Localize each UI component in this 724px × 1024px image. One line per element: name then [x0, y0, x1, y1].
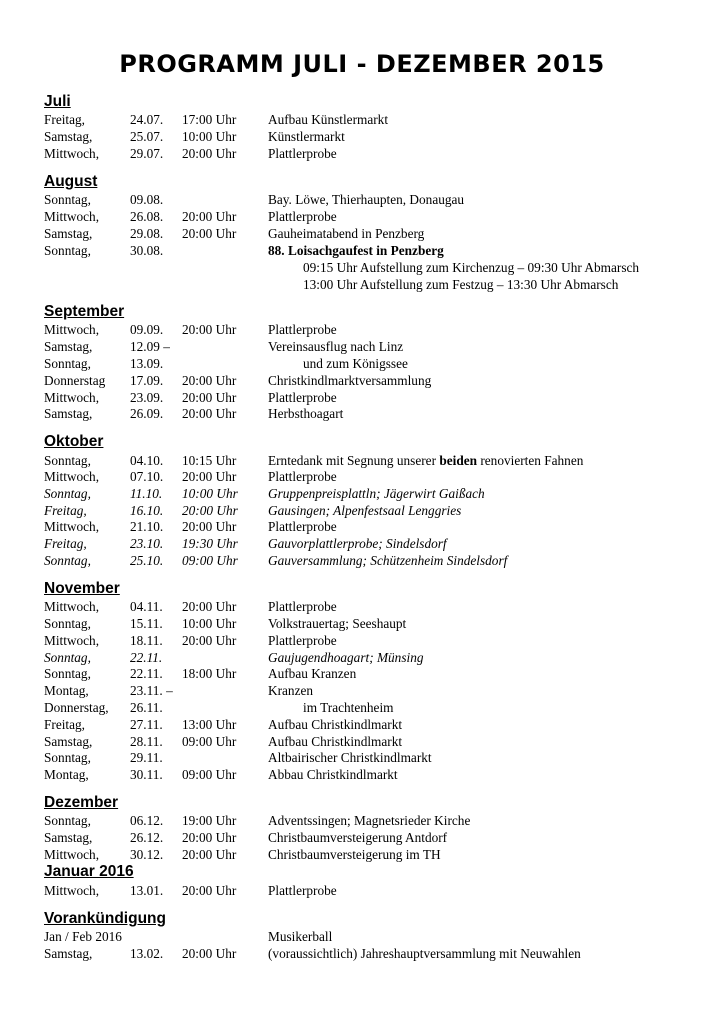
event-row	[0, 242, 724, 259]
event-date: 29.07.	[130, 146, 164, 161]
event-row	[0, 128, 724, 145]
event-date: 23.10.	[130, 536, 164, 551]
event-title: Bay. Löwe, Thierhaupten, Donaugau	[268, 192, 465, 207]
event-time: 20:00 Uhr	[182, 226, 237, 241]
event-date: 12.09 –	[130, 339, 170, 354]
event-title-part: renovierten Fahnen	[477, 453, 584, 468]
event-time: 20:00 Uhr	[182, 406, 237, 421]
section-heading-dezember: Dezember	[44, 794, 119, 811]
event-day: Mittwoch,	[44, 146, 100, 161]
event-row	[0, 452, 724, 469]
event-row	[0, 191, 724, 208]
event-date: 13.02.	[130, 946, 164, 961]
event-detail-row	[0, 259, 724, 276]
event-day: Freitag,	[44, 112, 85, 127]
event-title: Christbaumversteigerung im TH	[268, 847, 441, 862]
event-time: 10:00 Uhr	[182, 486, 238, 501]
event-title: Künstlermarkt	[268, 129, 345, 144]
event-day: Freitag,	[44, 536, 87, 551]
event-day: Sonntag,	[44, 453, 91, 468]
event-day: Samstag,	[44, 226, 93, 241]
event-day: Sonntag,	[44, 813, 91, 828]
event-title: Plattlerprobe	[268, 322, 337, 337]
event-title: Adventssingen; Magnetsrieder Kirche	[268, 813, 471, 828]
event-date: 09.08.	[130, 192, 164, 207]
event-day: Montag,	[44, 767, 89, 782]
event-date: 23.11. –	[130, 683, 173, 698]
event-date: 18.11.	[130, 633, 163, 648]
event-date: 22.11.	[130, 666, 163, 681]
event-day: Sonntag,	[44, 356, 91, 371]
event-row	[0, 111, 724, 128]
event-row	[0, 338, 724, 355]
event-date: 30.12.	[130, 847, 164, 862]
event-day: Sonntag,	[44, 486, 91, 501]
event-date: 21.10.	[130, 519, 164, 534]
event-day: Samstag,	[44, 946, 93, 961]
event-row	[0, 928, 724, 945]
event-title: Plattlerprobe	[268, 390, 337, 405]
event-day: Sonntag,	[44, 666, 91, 681]
event-time: 10:15 Uhr	[182, 453, 237, 468]
section-heading-januar: Januar 2016	[44, 863, 134, 880]
event-row	[0, 682, 724, 699]
event-title: im Trachtenheim	[303, 700, 394, 715]
event-title: Vereinsausflug nach Linz	[268, 339, 404, 354]
event-day: Sonntag,	[44, 616, 91, 631]
event-date: 26.11.	[130, 700, 163, 715]
event-row	[0, 485, 724, 502]
event-title: Christbaumversteigerung Antdorf	[268, 830, 448, 845]
event-day: Mittwoch,	[44, 390, 100, 405]
event-time: 20:00 Uhr	[182, 519, 237, 534]
event-title: Christkindlmarktversammlung	[268, 373, 432, 388]
event-day: Jan / Feb 2016	[44, 929, 122, 944]
event-day: Sonntag,	[44, 553, 91, 568]
event-row	[0, 632, 724, 649]
event-date: 25.07.	[130, 129, 164, 144]
event-row	[0, 372, 724, 389]
event-row	[0, 552, 724, 569]
event-row	[0, 716, 724, 733]
section-heading-vorankuendigung: Vorankündigung	[44, 910, 166, 927]
event-title: Herbsthoagart	[268, 406, 344, 421]
event-time: 20:00 Uhr	[182, 633, 237, 648]
event-row	[0, 535, 724, 552]
event-title: Abbau Christkindlmarkt	[268, 767, 398, 782]
event-title	[268, 452, 583, 469]
event-detail-row	[0, 276, 724, 293]
event-row	[0, 208, 724, 225]
event-date: 26.09.	[130, 406, 164, 421]
event-date: 13.09.	[130, 356, 164, 371]
event-time: 13:00 Uhr	[182, 717, 237, 732]
event-day: Sonntag,	[44, 243, 91, 258]
event-day: Freitag,	[44, 503, 87, 518]
event-time: 20:00 Uhr	[182, 209, 237, 224]
event-date: 07.10.	[130, 469, 164, 484]
event-day: Mittwoch,	[44, 519, 100, 534]
event-time: 20:00 Uhr	[182, 599, 237, 614]
event-row	[0, 405, 724, 422]
event-title: und zum Königssee	[303, 356, 408, 371]
event-date: 15.11.	[130, 616, 163, 631]
event-title: Plattlerprobe	[268, 883, 337, 898]
event-title: Gruppenpreisplattln; Jägerwirt Gaißach	[268, 486, 485, 501]
event-day: Mittwoch,	[44, 883, 100, 898]
event-row	[0, 649, 724, 666]
event-title: Plattlerprobe	[268, 209, 337, 224]
event-date: 28.11.	[130, 734, 163, 749]
event-time: 19:30 Uhr	[182, 536, 238, 551]
event-day: Mittwoch,	[44, 469, 100, 484]
event-day: Samstag,	[44, 129, 93, 144]
event-row	[0, 733, 724, 750]
event-date: 24.07.	[130, 112, 164, 127]
event-time: 20:00 Uhr	[182, 390, 237, 405]
event-date: 17.09.	[130, 373, 164, 388]
event-title-emphasis: beiden	[439, 453, 478, 468]
event-date: 06.12.	[130, 813, 164, 828]
event-row	[0, 749, 724, 766]
event-date: 22.11.	[130, 650, 163, 665]
event-day: Samstag,	[44, 339, 93, 354]
event-row	[0, 355, 724, 372]
event-row	[0, 945, 724, 962]
event-date: 25.10.	[130, 553, 164, 568]
event-row	[0, 882, 724, 899]
section-heading-august: August	[44, 173, 98, 190]
event-date: 26.08.	[130, 209, 164, 224]
event-title-part: Erntedank mit Segnung unserer	[268, 453, 440, 468]
event-time: 09:00 Uhr	[182, 734, 237, 749]
event-time: 20:00 Uhr	[182, 830, 237, 845]
event-row	[0, 829, 724, 846]
event-row	[0, 468, 724, 485]
event-time: 20:00 Uhr	[182, 146, 237, 161]
event-day: Mittwoch,	[44, 322, 100, 337]
event-title: Kranzen	[268, 683, 314, 698]
event-title: Gauversammlung; Schützenheim Sindelsdorf	[268, 553, 508, 568]
event-row	[0, 615, 724, 632]
event-detail: 09:15 Uhr Aufstellung zum Kirchenzug – 09:30 Uhr Abmarsch	[303, 260, 640, 275]
event-title: Aufbau Christkindlmarkt	[268, 734, 403, 749]
event-date: 29.11.	[130, 750, 163, 765]
event-day: Freitag,	[44, 717, 85, 732]
event-day: Donnerstag,	[44, 700, 109, 715]
event-time: 20:00 Uhr	[182, 373, 237, 388]
event-date: 09.09.	[130, 322, 164, 337]
event-time: 20:00 Uhr	[182, 469, 237, 484]
event-row	[0, 699, 724, 716]
event-day: Sonntag,	[44, 192, 91, 207]
event-row	[0, 598, 724, 615]
event-day: Mittwoch,	[44, 847, 100, 862]
event-time: 20:00 Uhr	[182, 847, 237, 862]
event-date: 23.09.	[130, 390, 164, 405]
event-time: 18:00 Uhr	[182, 666, 237, 681]
event-title: Aufbau Kranzen	[268, 666, 357, 681]
event-date: 30.11.	[130, 767, 163, 782]
event-row	[0, 518, 724, 535]
event-date: 11.10.	[130, 486, 163, 501]
event-title: Plattlerprobe	[268, 633, 337, 648]
event-date: 16.10.	[130, 503, 164, 518]
event-date: 13.01.	[130, 883, 164, 898]
event-time: 09:00 Uhr	[182, 767, 237, 782]
event-title: Plattlerprobe	[268, 519, 337, 534]
event-day: Mittwoch,	[44, 209, 100, 224]
event-row	[0, 766, 724, 783]
event-title: Plattlerprobe	[268, 146, 337, 161]
event-row	[0, 665, 724, 682]
event-row	[0, 145, 724, 162]
event-title: Plattlerprobe	[268, 599, 337, 614]
section-heading-november: November	[44, 580, 120, 597]
event-date: 29.08.	[130, 226, 164, 241]
event-date: 26.12.	[130, 830, 164, 845]
section-heading-september: September	[44, 303, 125, 320]
event-title: 88. Loisachgaufest in Penzberg	[268, 243, 444, 258]
event-time: 09:00 Uhr	[182, 553, 238, 568]
event-title: Gausingen; Alpenfestsaal Lenggries	[268, 503, 462, 518]
event-time: 20:00 Uhr	[182, 946, 237, 961]
event-time: 10:00 Uhr	[182, 129, 237, 144]
event-day: Mittwoch,	[44, 599, 100, 614]
event-row	[0, 321, 724, 338]
event-day: Samstag,	[44, 734, 93, 749]
event-date: 04.10.	[130, 453, 164, 468]
event-title: Volkstrauertag; Seeshaupt	[268, 616, 407, 631]
event-time: 20:00 Uhr	[182, 322, 237, 337]
event-date: 04.11.	[130, 599, 163, 614]
event-time: 10:00 Uhr	[182, 616, 237, 631]
page-title: PROGRAMM JULI - DEZEMBER 2015	[119, 50, 605, 78]
event-day: Donnerstag	[44, 373, 106, 388]
section-heading-juli: Juli	[44, 93, 71, 110]
event-title: Gauheimatabend in Penzberg	[268, 226, 425, 241]
event-time: 17:00 Uhr	[182, 112, 237, 127]
section-heading-oktober: Oktober	[44, 433, 104, 450]
event-title: Aufbau Künstlermarkt	[268, 112, 389, 127]
event-day: Samstag,	[44, 406, 93, 421]
event-day: Montag,	[44, 683, 89, 698]
event-date: 30.08.	[130, 243, 164, 258]
event-row	[0, 812, 724, 829]
event-time: 20:00 Uhr	[182, 883, 237, 898]
event-title: Aufbau Christkindlmarkt	[268, 717, 403, 732]
event-row	[0, 846, 724, 863]
event-day: Sonntag,	[44, 750, 91, 765]
event-time: 19:00 Uhr	[182, 813, 237, 828]
event-day: Mittwoch,	[44, 633, 100, 648]
event-time: 20:00 Uhr	[182, 503, 238, 518]
event-title: Gaujugendhoagart; Münsing	[268, 650, 424, 665]
event-title: Gauvorplattlerprobe; Sindelsdorf	[268, 536, 447, 551]
event-detail: 13:00 Uhr Aufstellung zum Festzug – 13:30 Uhr Abmarsch	[303, 277, 619, 292]
event-row	[0, 389, 724, 406]
event-title: Plattlerprobe	[268, 469, 337, 484]
event-title: Musikerball	[268, 929, 333, 944]
event-day: Sonntag,	[44, 650, 91, 665]
event-date: 27.11.	[130, 717, 163, 732]
event-title: (voraussichtlich) Jahreshauptversammlung mit Neuwahlen	[268, 946, 581, 961]
event-row	[0, 225, 724, 242]
event-title: Altbairischer Christkindlmarkt	[268, 750, 432, 765]
event-day: Samstag,	[44, 830, 93, 845]
event-row	[0, 502, 724, 519]
